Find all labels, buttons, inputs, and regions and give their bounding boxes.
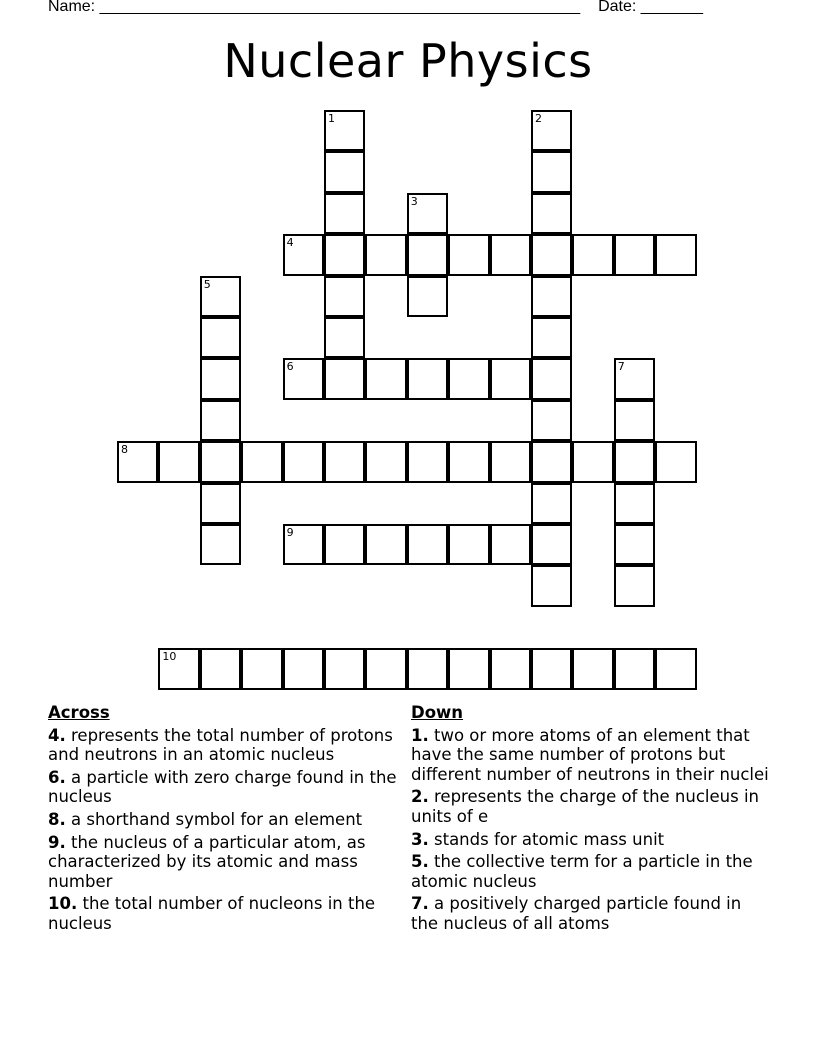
grid-cell[interactable] — [324, 110, 365, 151]
grid-cell[interactable] — [241, 441, 282, 482]
grid-cell[interactable] — [324, 234, 365, 275]
grid-cell[interactable] — [324, 441, 365, 482]
grid-cell[interactable] — [200, 276, 241, 317]
grid-cell[interactable] — [200, 400, 241, 441]
clue-down-3: 3. stands for atomic mass unit — [411, 829, 665, 849]
grid-cell[interactable] — [324, 524, 365, 565]
grid-cell[interactable] — [490, 441, 531, 482]
grid-cell[interactable] — [448, 648, 489, 689]
grid-cell[interactable] — [531, 648, 572, 689]
grid-cell[interactable] — [407, 648, 448, 689]
grid-cell[interactable] — [614, 441, 655, 482]
grid-cell[interactable] — [614, 648, 655, 689]
grid-cell[interactable] — [283, 524, 324, 565]
grid-cell[interactable] — [531, 483, 572, 524]
grid-cell[interactable] — [117, 441, 158, 482]
grid-cell[interactable] — [241, 648, 282, 689]
cell-number: 8 — [121, 443, 128, 457]
grid-cell[interactable] — [490, 234, 531, 275]
grid-cell[interactable] — [490, 358, 531, 399]
cell-number: 5 — [203, 277, 211, 291]
grid-cell[interactable] — [200, 441, 241, 482]
clue-across-8: 8. a shorthand symbol for an element — [48, 809, 363, 829]
across-clues — [48, 703, 408, 937]
grid-cell[interactable] — [407, 524, 448, 565]
grid-cell[interactable] — [324, 276, 365, 317]
grid-cell[interactable] — [448, 358, 489, 399]
grid-cell[interactable] — [283, 234, 324, 275]
grid-cell[interactable] — [490, 524, 531, 565]
grid-cell[interactable] — [200, 524, 241, 565]
grid-cell[interactable] — [531, 524, 572, 565]
cell-number: 2 — [535, 112, 542, 125]
grid-cell[interactable] — [365, 441, 406, 482]
clue-down-7: 7. a positively charged particle found in the nucleus of all atoms — [411, 894, 742, 933]
down-heading: Down — [411, 703, 464, 722]
grid-cell[interactable] — [283, 441, 324, 482]
grid-cell[interactable] — [655, 441, 696, 482]
grid-cell[interactable] — [531, 276, 572, 317]
cell-number: 9 — [286, 526, 294, 539]
cell-number: 7 — [617, 360, 625, 374]
grid-cell[interactable] — [531, 358, 572, 399]
grid-cell[interactable] — [614, 524, 655, 565]
grid-cell[interactable] — [200, 317, 241, 358]
cell-number: 6 — [286, 360, 294, 374]
name-field[interactable]: Name: ______________________________________________________ — [48, 0, 581, 15]
grid-cell[interactable] — [614, 400, 655, 441]
grid-cell[interactable] — [324, 151, 365, 192]
grid-cell[interactable] — [200, 648, 241, 689]
grid-cell[interactable] — [158, 441, 199, 482]
grid-cell[interactable] — [531, 110, 572, 151]
grid-cell[interactable] — [283, 358, 324, 399]
clue-across-4: 4. represents the total number of protons and neutrons in an atomic nucleus — [48, 725, 393, 765]
cell-number: 1 — [328, 112, 335, 125]
grid-cell[interactable] — [531, 317, 572, 358]
grid-cell[interactable] — [655, 648, 696, 689]
grid-cell[interactable] — [365, 648, 406, 689]
clue-down-5: 5. the collective term for a particle in the atomic nucleus — [411, 852, 753, 891]
grid-cell[interactable] — [365, 524, 406, 565]
grid-cell[interactable] — [531, 151, 572, 192]
grid-cell[interactable] — [407, 234, 448, 275]
grid-cell[interactable] — [572, 234, 613, 275]
grid-cell[interactable] — [407, 276, 448, 317]
clue-across-6: 6. a particle with zero charge found in the nucleus — [48, 767, 397, 807]
grid-cell[interactable] — [365, 358, 406, 399]
grid-cell[interactable] — [572, 441, 613, 482]
grid-cell[interactable] — [614, 234, 655, 275]
grid-cell[interactable] — [407, 193, 448, 234]
clue-across-10: 10. the total number of nucleons in the nucleus — [48, 894, 376, 933]
grid-cell[interactable] — [448, 441, 489, 482]
page-title: Nuclear Physics — [223, 34, 593, 88]
down-clues — [411, 703, 771, 937]
grid-cell[interactable] — [324, 648, 365, 689]
grid-cell[interactable] — [490, 648, 531, 689]
grid-cell[interactable] — [324, 358, 365, 399]
clue-down-2: 2. represents the charge of the nucleus in units of e — [411, 787, 759, 826]
grid-cell[interactable] — [365, 234, 406, 275]
grid-cell[interactable] — [531, 400, 572, 441]
grid-cell[interactable] — [531, 441, 572, 482]
grid-cell[interactable] — [448, 234, 489, 275]
grid-cell[interactable] — [655, 234, 696, 275]
grid-cell[interactable] — [158, 648, 199, 689]
grid-cell[interactable] — [324, 317, 365, 358]
grid-cell[interactable] — [614, 483, 655, 524]
grid-cell[interactable] — [324, 193, 365, 234]
grid-cell[interactable] — [614, 358, 655, 399]
grid-cell[interactable] — [200, 483, 241, 524]
clue-down-1: 1. two or more atoms of an element that have the same number of protons but different number of neutrons in their nuclei — [411, 725, 769, 784]
grid-cell[interactable] — [283, 648, 324, 689]
grid-cell[interactable] — [407, 441, 448, 482]
grid-cell[interactable] — [531, 234, 572, 275]
across-heading: Across — [48, 703, 110, 722]
grid-cell[interactable] — [448, 524, 489, 565]
date-field[interactable]: Date: _______ — [598, 0, 704, 15]
grid-cell[interactable] — [531, 565, 572, 606]
grid-cell[interactable] — [200, 358, 241, 399]
clue-across-9: 9. the nucleus of a particular atom, as characterized by its atomic and mass number — [48, 832, 366, 891]
cell-number: 3 — [410, 194, 418, 208]
grid-cell[interactable] — [407, 358, 448, 399]
cell-number: 10 — [162, 650, 177, 664]
grid-cell[interactable] — [531, 193, 572, 234]
cell-number: 4 — [286, 236, 294, 250]
grid-cell[interactable] — [572, 648, 613, 689]
grid-cell[interactable] — [614, 565, 655, 606]
